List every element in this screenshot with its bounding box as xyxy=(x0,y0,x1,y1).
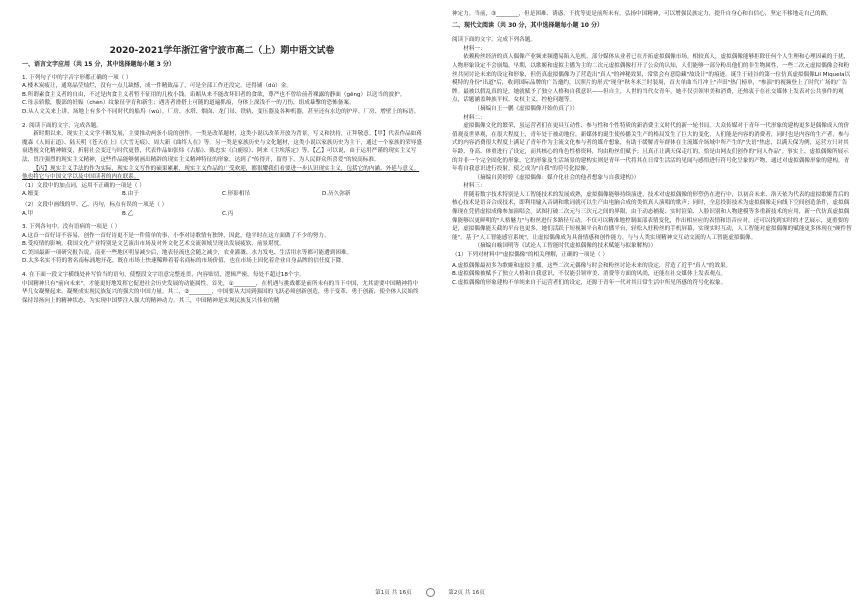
section-heading-language: 一、语言文字应用（共 15 分，其中选择题每小题 3 分） xyxy=(22,61,175,68)
option-a: A.这首一首好诗不容易，创作一首好诗更不是一件简单的事，小李对诗歌情有独钟，因此，他平时在这方面做了不少的努力。 xyxy=(22,232,330,239)
material-2-label: 材料二： xyxy=(463,114,486,121)
material-3-text: 伴随着数字技术特别是人工智能技术的发展成熟，虚拟偶像能够持续演进，技术对虚拟偶像的形塑仍在进行中，以初音未来、洛天依为代表的虚拟歌姬背后的核心技术是语音合成技术，即利用输入音调和歌词就可以生产由电脑合成的类似真人演唱的歌声；同时，全息投影技术为虚拟偶像走向线下空间创造条件，虚拟偶像现在凭借虚拟成像参加演唱会。试图打破二次元与三次元之间的界限，由于动态捕捉、实时渲染、人脸识别和人物建模等多重新技术的应用，新一代仿真虚拟偶像能够以更鲜明的"人格魅力"与粉丝进行多路径互动，不仅可以精准地控制面部表情变化，作出相应应的表情和语音应对，还可以找到实时的才艺展示，更重要的是，虚拟偶像能天截的平台也更多，她们活跃于短视频平台和直播平台，轻松入驻粉丝的手机屏幕，实现实时互动，人工智能对虚拟偶像的赋能更多体现在"硬件智能"，基于"人工智能感官系统"，让虚拟偶像成为具备情感和创作能力，与与人类实现精神交互动交流的人工智能虚拟偶像。 xyxy=(452,191,852,241)
material-2-source: （摘编自黄婷婷《虚拟偶像：媒介化社会的他者想象与自我建构》） xyxy=(474,174,640,181)
option-c: C.美国最新一项研究报告说，南亚一些地区明显减少后，地表径流也会随之减少，农业灌溉、水力发电、生活用水等都可能遭到困难。 xyxy=(22,249,353,256)
question-1 xyxy=(22,74,422,117)
sub-question-1-options xyxy=(22,190,422,199)
passage-paragraph-underlined: 【丙】现实主义手法的作为实际，现实主义写作的硕果累累，现实主义作品的广受欢迎，都很耀我们看要进一步认识现实主义，包括它的内涵、外延与意义。他也将它与中国文学以及中国读者的内在联系。 xyxy=(22,165,420,181)
material-2-text: 虚拟偶像文化的繁荣，虽运营者们在更具互动性、参与性和个性特质的新消费主义时代的新一轮书局。大众传媒对于青年一代形象的建构更多是偶像成人的价值观及世界观，在很大程度上，青年处于被动地位。新媒体的诞生使传播关生产的格局发生了巨大的变化，人们能是内容的消费者，同时也是内容的生产者，参与式的内容消费很大程度上满足了青年作为主流文化参与者的媒介想象，有助于缓解青年群体在主流媒介场域中所产生的"失语"焦虑，以满天保为例，运营方只对其年龄、身高、体重进行了设定，而其核心的角色性格资料，均由粉丝们赋予；且真正让满天保走红的，恰是由网友们创作的"同人作品"。事实上，虚拟偶像所展示的并非一个完全固化的形象，它的形象及生活场景的建构实则是青年一代将其在日常生活活的见闻与感悟进行符号化呈象的产物，通过对虚拟偶像形象的建构，青年将自我意识进行投射，使之成为"自我"的符号化拟像。 xyxy=(452,123,850,173)
question-stem: 3. 下列各句中，没有语病的一项是（ ） xyxy=(22,224,121,231)
option-a: A.甲 xyxy=(22,210,34,217)
passage-paragraph: 中国精神只有"前向未来"，才能更好地发挥它促进社会历史发展的动能属性。首先，①________，在机遇与挑战都是前所未有的当下中国，尤其需要中国精神将中华儿女凝聚起来，凝聚成实现民族复兴的强大的中国力量。其二，②________，中国要从大国到强国的飞跃必须创新创造，勇于变革，勇于创新，使全体人民始终保持昂扬向上的精神状态，为实现中国梦注入强大的精神动力。其三，中国精神是实现民族复兴伟业的精 xyxy=(22,280,419,304)
section-heading-reading: 二、现代文阅读（共 30 分，其中选择题每小题 10 分） xyxy=(452,21,604,29)
sub-question-2: （2）文段中画线的甲、乙、丙句，标点有误的一项是（ ） xyxy=(22,201,168,208)
option-b: B.受疫情的影响，我国文化产业特别是文艺演出市场及对外文化艺术交流领域呈现出发展疲软、前景堪忧。 xyxy=(22,241,285,248)
material-1-label: 材料一： xyxy=(463,45,486,52)
reading-instruction: 阅读下面的文字，完成下列各题。 xyxy=(452,37,536,44)
question-stem: 4. 在下面一段文字横线处补写恰当的语句，使整段文字语意完整连贯，内容贴切，逻辑严密。每处不超过18个字。 xyxy=(22,272,305,279)
option-d: D.从人文关来上讲，场地上有多个不同时代的船坞（wù），厂房、水塔、烟囱、龙门吊、铁轨、变压器及各种机器，甚至还有水边的护岸、厂房、增壁上的标语。 xyxy=(22,108,420,115)
left-column xyxy=(22,10,422,310)
option-b: B.乙 xyxy=(122,210,134,217)
page-title: 2020-2021学年浙江省宁波市高二（上）期中语文试卷 xyxy=(109,46,335,56)
option-b: B.虚拟偶像被赋予了独立人格和自我意识，不仅能引领审美、消费等方面的风尚，还能在社交媒体上发表观点。 xyxy=(452,271,727,278)
option-a: A.楼木炭疲让，通寒晶莹灿烂，没有一点儿缺憾，成一件精致品了，可是全部工作还没完，还得铺（dú）金。 xyxy=(22,83,292,90)
question-3 xyxy=(22,223,422,266)
question-4 xyxy=(22,271,422,305)
option-d: D.历久弥新 xyxy=(322,191,351,198)
question-stem: 1. 下列句子中的字音字形都正确的一项（ ） xyxy=(22,74,132,81)
question-2 xyxy=(22,122,422,219)
option-b: B.所谓素食主义者的自由，不过是肉食主义者暂不征用的几枚小钱。谄媚从来不能改坏旧者的食欲，尊严也不曾给前者裸露的静面（gěng）以送当的波护。 xyxy=(22,91,406,98)
page-footer xyxy=(0,588,860,597)
material-1-text: 依赖粉丝经济的真人偶像产业频来频遭易陷入危机，部分媒体从业者已在开拓虚拟偶像市场。相较真人，虚拟偶像能够拒除任何个人生理和心理因素的干扰，人物形象设定不会崩塌，早期，以歌姬和虚拟主播为主的二次元虚拟偶像打开了公众的认知，人们能够一部分粉出他们的非生物属性，一些二次元虚拟偶像会和粉丝共同讨论未来的设定和形象，但仍真虚拟偶像为了营造出"真人"的神秘效果，常常会有意隐藏"故设计"的痕迹。诞生于硅谷的第一位仿真虚拟偶像Lil Miquela以模特的身份"出道"后，收到国际品牌的广告邀约，以照片的形式"现身"秋冬米兰时装周，首夫单曲当月冲上"声田"热门榜单，"参演"的视频登上了时代广场的广告牌。最被以假乱真的是，她就赋予了独立人格和自我意识——但自主，人世的当代女青年，她不仅引领审美和消费，还热衷于在社交媒体上发表对公共事件的观点，话题涵盖种族平权、女权主义、控枪问题等。 xyxy=(452,54,851,104)
option-a: A.嬗变 xyxy=(22,191,39,198)
material-3-source: （摘编自喻国明等《试论人工智能时代虚拟偶像的技术赋能与拟象解构》） xyxy=(474,243,657,250)
right-column xyxy=(452,10,852,287)
page-number-right: 第2页 共 16页 xyxy=(448,590,485,596)
option-c: C.丙 xyxy=(222,210,234,217)
page-number-left: 第1页 共 16页 xyxy=(375,590,412,596)
option-c: C.形影相吊 xyxy=(222,191,251,198)
material-1-source: （摘编自王一鹏《虚拟偶像开始仿真了》） xyxy=(474,105,578,112)
material-3-label: 材料三： xyxy=(463,183,486,190)
option-c: C.虚拟偶像的形象建构不单纯来自于运营者们的设定，还源于青年一代对其日常生活中所见所感的符号化拟象。 xyxy=(452,279,727,286)
option-d: D.太多名实不符的奢名南标涌地开花，既在市场上快速稀释着着名商标的市场价值，也在市场上因化着企业自身品牌的信任度下降。 xyxy=(22,258,347,265)
sub-question-2-options xyxy=(22,210,422,219)
option-c: C.母亲轿傲，腹部的妊娠（chén）纹象征孕育和新生；遇害者滑搭上可随的道遍抓痕，身体上深浅不一的刀伤，组成暴擊的恐怖备案。 xyxy=(22,100,355,107)
sub-question-1: （1）文段中的加点词，运用不正确的一项是（ ） xyxy=(22,182,145,189)
option-b: B.由于 xyxy=(122,191,139,198)
option-a: A.虚拟偶像最初多为歌姬和虚拟主播，这些二次元偶像与时会和粉丝讨论未来的设定，营造了近乎"真人"的效果。 xyxy=(452,262,732,269)
binding-hole-icon xyxy=(426,588,435,597)
question-5-stem: （1）下列对材料中"虚拟偶像"的相关理解，正确的一项是（ ） xyxy=(452,252,608,259)
question-4-continuation: 神定力。当前，③________，但是困难、诱惑、干扰等更是前所未有。弘扬中国精神，可以增强民族定力，提升自身心和自信心，坚定不移地走自己的路。 xyxy=(452,11,832,17)
passage-paragraph: 新时期以来，现实主义文学不断发展，主要推动两条小说的创作。一类是改革题材，这类小说以改革开放为背景，写义和扶持，正拜敬意。【甲】代表作品如蒋魔森《人间正道》、陆天明《苍天在上》《大雪无痕》、周大新《曲终人在》等。另一类是家族历史与文化题材，这类小说以家族历史为主干，通过一个家族的荣辱盛衰透视文化精神嬗变，折射社会变迁与时代更替，代表作品如张炜《古船》、陈忠实《白鹿原》、阿来《尘埃落定》等。【乙】可以说，由于运用严谨的现实主义写法，贯注强烈的现实主义精神，这些作品能够刻画出精辟的现实主义精神特征的形象，达到了"传得开，留得下，为人民群众所喜爱"的较高标准。 xyxy=(22,131,422,163)
question-stem: 2. 阅读下面的文字，完成各题。 xyxy=(22,122,102,129)
